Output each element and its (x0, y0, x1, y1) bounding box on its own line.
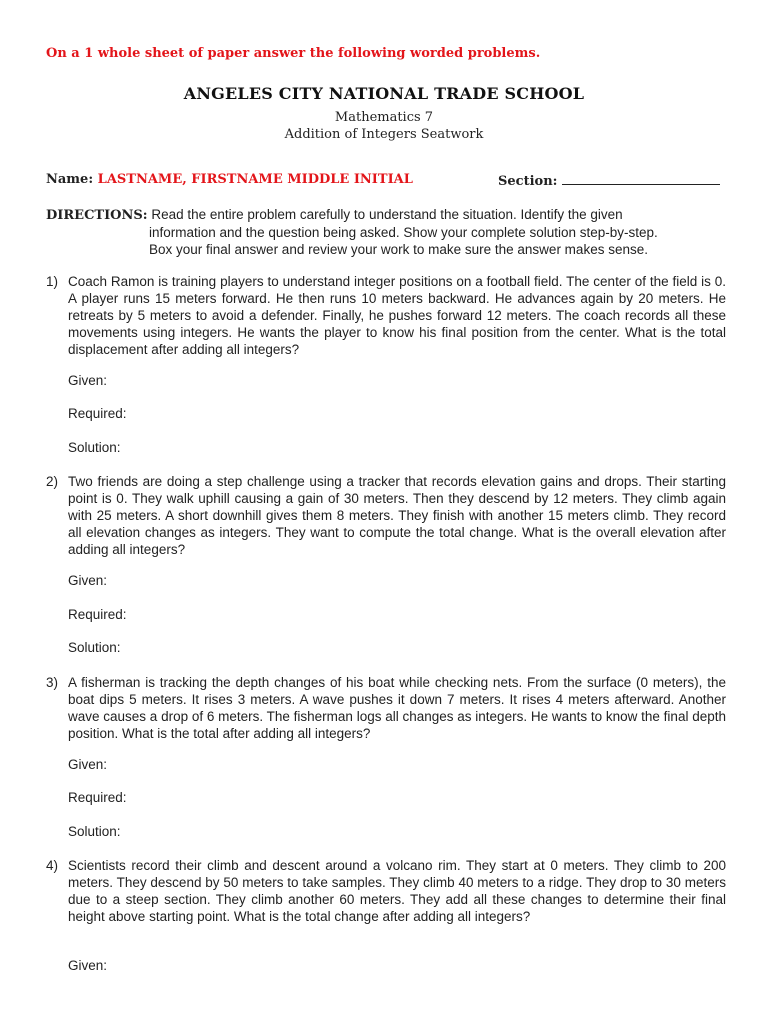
problem-1-solution: Solution: (68, 440, 121, 455)
problem-1-required: Required: (68, 406, 127, 421)
problem-text: Scientists record their climb and descent around a volcano rim. They start at 0 meters. They climb to 200 meters. They descend by 50 meters to take samples. They climb 40 meters to a ridge. They drop to 30 meters due to a steep section. They climb another 60 meters. They add all these changes to determine their final height above starting point. What is the total change after adding all integers? (68, 858, 726, 924)
problem-3-given: Given: (68, 757, 108, 772)
directions-line-2: information and the question being asked. Show your complete solution step-by-step. (149, 225, 658, 240)
problem-3 (46, 674, 726, 742)
problem-3-solution: Solution: (68, 824, 121, 839)
problem-text: Two friends are doing a step challenge using a tracker that records elevation gains and drops. Their starting point is 0. They walk uphill causing a gain of 30 meters. Then they descend by 12 meters. They climb again with 25 meters. A short downhill gives them 8 meters. They finish with another 15 meters climb. They record all elevation changes as integers. They want to compute the total change. What is the overall elevation after adding all integers? (68, 474, 726, 557)
problem-text: Coach Ramon is training players to understand integer positions on a football field. The center of the field is 0. A player runs 15 meters forward. He then runs 10 meters backward. He advances again by 20 meters. He retreats by 5 meters to avoid a defender. Finally, he pushes forward 12 meters. The coach records all these movements using integers. He wants the player to know his final position from the center. What is the total displacement after adding all integers? (68, 274, 726, 357)
directions-label: DIRECTIONS: (46, 208, 148, 223)
problem-2-solution: Solution: (68, 640, 121, 655)
school-name: ANGELES CITY NATIONAL TRADE SCHOOL (183, 84, 585, 103)
section-field (498, 172, 720, 189)
worksheet-title: Addition of Integers Seatwork (284, 127, 484, 142)
problem-number: 1) (46, 274, 59, 289)
name-section-row (46, 172, 726, 187)
document-header (0, 84, 768, 143)
problem-1-given: Given: (68, 373, 108, 388)
problem-2 (46, 473, 726, 558)
problem-4 (46, 857, 726, 925)
problem-number: 4) (46, 858, 59, 873)
problem-3-required: Required: (68, 790, 127, 805)
section-label: Section: (498, 174, 558, 189)
instruction-text: On a 1 whole sheet of paper answer the following worded problems. (46, 46, 541, 61)
problem-4-given: Given: (68, 958, 108, 973)
subject-line: Mathematics 7 (334, 110, 434, 125)
problem-1 (46, 273, 726, 358)
problem-2-given: Given: (68, 573, 108, 588)
problem-number: 3) (46, 675, 59, 690)
problem-number: 2) (46, 474, 59, 489)
directions-block (46, 206, 726, 258)
problem-2-required: Required: (68, 607, 127, 622)
directions-line-1: Read the entire problem carefully to understand the situation. Identify the given (151, 207, 623, 222)
directions-line-3: Box your final answer and review your work to make sure the answer makes sense. (149, 242, 648, 257)
name-label: Name: (46, 172, 94, 187)
section-blank-line (562, 172, 720, 185)
problem-text: A fisherman is tracking the depth changes of his boat while checking nets. From the surface (0 meters), the boat dips 5 meters. It rises 3 meters. A wave pushes it down 7 meters. It rises 4 meters afterward. Another wave causes a drop of 6 meters. The fisherman logs all changes as integers. He wants to know the final depth position. What is the total after adding all integers? (68, 675, 726, 741)
name-value: LASTNAME, FIRSTNAME MIDDLE INITIAL (97, 172, 413, 187)
